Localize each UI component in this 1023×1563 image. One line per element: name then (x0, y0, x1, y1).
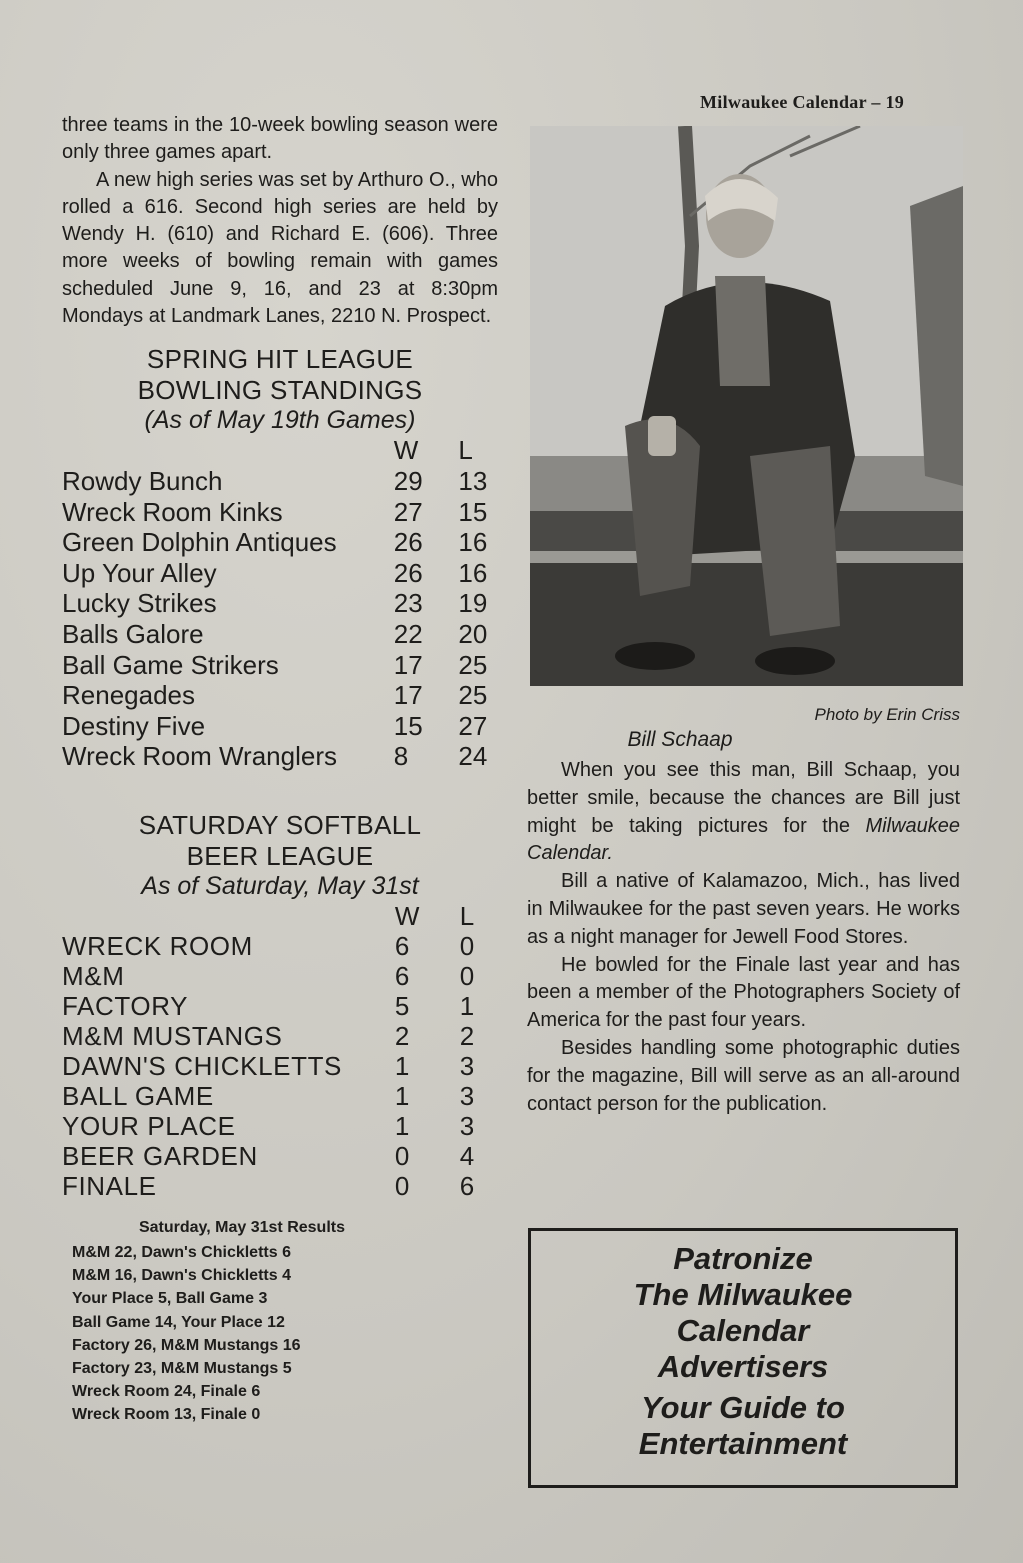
list-item: Factory 23, M&M Mustangs 5 (72, 1359, 292, 1377)
team-name: Green Dolphin Antiques (62, 527, 337, 558)
ad-line-2: The Milwaukee (633, 1277, 853, 1312)
table-row (62, 1141, 498, 1171)
team-name: Lucky Strikes (62, 588, 217, 619)
table-row (62, 680, 498, 711)
wins: 8 (393, 741, 409, 772)
table-row (62, 961, 498, 991)
wins: 1 (394, 1050, 410, 1081)
losses: 24 (458, 741, 488, 772)
losses-header: L (458, 435, 473, 466)
team-name: Rowdy Bunch (62, 465, 223, 496)
losses: 0 (459, 930, 475, 961)
team-name: Up Your Alley (62, 557, 217, 588)
list-item: Wreck Room 24, Finale 6 (72, 1383, 261, 1401)
list-item: Your Place 5, Ball Game 3 (72, 1290, 268, 1308)
intro-paragraph-1: three teams in the 10-week bowling season were only three games apart. (62, 114, 498, 164)
wins: 26 (393, 557, 423, 588)
wins: 22 (393, 618, 423, 649)
table-row (62, 588, 498, 619)
table-row (62, 711, 498, 742)
left-column (62, 112, 498, 1427)
table-header-row (62, 901, 498, 931)
profile-paragraph-1 (527, 757, 960, 868)
losses: 16 (458, 527, 488, 558)
softball-title-line2: BEER LEAGUE (186, 840, 374, 871)
table-row (62, 558, 498, 589)
losses: 19 (458, 588, 488, 619)
results-title: Saturday, May 31st Results (138, 1218, 345, 1236)
photo-illustration (530, 126, 963, 686)
table-row (62, 1021, 498, 1051)
bowling-title-line2: BOWLING STANDINGS (137, 375, 423, 406)
wins: 15 (393, 710, 423, 741)
wins: 2 (394, 1020, 410, 1051)
table-row (62, 931, 498, 961)
wins: 5 (394, 990, 410, 1021)
table-row (62, 741, 498, 772)
wins: 17 (393, 680, 423, 711)
table-header-row (62, 435, 498, 466)
losses: 13 (458, 465, 488, 496)
list-item: M&M 22, Dawn's Chickletts 6 (72, 1243, 291, 1261)
table-row (62, 1081, 498, 1111)
losses: 25 (458, 680, 488, 711)
wins-header: W (393, 435, 419, 466)
team-name: M&M MUSTANGS (62, 1020, 283, 1051)
wins: 1 (394, 1110, 410, 1141)
table-row (62, 619, 498, 650)
losses-header: L (459, 900, 475, 931)
losses: 2 (459, 1020, 475, 1051)
profile-paragraph-1-text: When you see this man, Bill Schaap, you better smile, because the chances are Bill just might be taking pictures for the (527, 759, 960, 837)
team-name: Wreck Room Kinks (62, 496, 283, 527)
results-list (62, 1241, 498, 1427)
losses: 3 (459, 1050, 475, 1081)
table-row (62, 991, 498, 1021)
wins: 17 (393, 649, 423, 680)
losses: 4 (459, 1140, 475, 1171)
wins: 27 (393, 496, 423, 527)
losses: 3 (459, 1110, 475, 1141)
bowling-subtitle: (As of May 19th Games) (144, 406, 416, 435)
team-name: BALL GAME (62, 1080, 214, 1111)
team-name: DAWN'S CHICKLETTS (62, 1050, 343, 1081)
team-name: Renegades (62, 680, 195, 711)
team-name: Balls Galore (62, 618, 204, 649)
photo-caption: Bill Schaap (627, 728, 733, 751)
table-row (62, 497, 498, 528)
team-name: BEER GARDEN (62, 1140, 258, 1171)
advertisement-box (528, 1228, 958, 1488)
team-name: Wreck Room Wranglers (62, 741, 337, 772)
photo-credit: Photo by Erin Criss (814, 705, 960, 724)
softball-subtitle: As of Saturday, May 31st (141, 871, 419, 900)
team-name: Destiny Five (62, 710, 206, 741)
list-item: Wreck Room 13, Finale 0 (72, 1406, 261, 1424)
losses: 3 (459, 1080, 475, 1111)
losses: 25 (458, 649, 488, 680)
ad-line-6: Entertainment (638, 1426, 848, 1461)
running-head: Milwaukee Calendar – 19 (700, 92, 905, 112)
softball-title-line1: SATURDAY SOFTBALL (138, 809, 422, 840)
profile-photo (530, 126, 963, 686)
team-name: FACTORY (62, 990, 189, 1021)
table-row (62, 527, 498, 558)
profile-paragraph-3: He bowled for the Finale last year and has been a member of the Photographers Society of America for the past four years. (527, 953, 960, 1032)
intro-paragraph-2: A new high series was set by Arthuro O., who rolled a 616. Second high series are held by Wendy H. (610) and Richard E. (606). Three more weeks of bowling remain with games scheduled June 9, 16, and 23 at 8:30pm Mondays at Landmark Lanes, 2210 N. Prospect. (62, 168, 498, 328)
softball-standings-table (62, 901, 498, 1201)
ad-line-5: Your Guide to (641, 1390, 845, 1425)
losses: 15 (458, 496, 488, 527)
profile-article (527, 757, 960, 1118)
wins: 29 (393, 465, 423, 496)
losses: 20 (458, 618, 488, 649)
ad-line-3: Calendar (676, 1313, 810, 1348)
team-name: M&M (62, 960, 125, 991)
list-item: M&M 16, Dawn's Chickletts 4 (72, 1267, 291, 1285)
wins: 26 (393, 527, 423, 558)
losses: 1 (459, 990, 475, 1021)
wins: 1 (394, 1080, 410, 1111)
team-name: FINALE (62, 1170, 157, 1201)
team-name: YOUR PLACE (62, 1110, 236, 1141)
team-name: Ball Game Strikers (62, 649, 279, 680)
table-row (62, 466, 498, 497)
wins: 0 (394, 1170, 410, 1201)
table-row (62, 1111, 498, 1141)
losses: 27 (458, 710, 488, 741)
profile-paragraph-4: Besides handling some photographic duties for the magazine, Bill will serve as an all-around contact person for the publication. (527, 1036, 960, 1115)
losses: 16 (458, 557, 488, 588)
ad-line-1: Patronize (673, 1241, 813, 1276)
publication-name: Milwaukee Calendar. (527, 814, 960, 865)
profile-paragraph-2: Bill a native of Kalamazoo, Mich., has lived in Milwaukee for the past seven years. He works as a night manager for Jewell Food Stores. (527, 870, 960, 948)
losses: 6 (459, 1170, 475, 1201)
losses: 0 (459, 960, 475, 991)
wins: 6 (394, 930, 410, 961)
table-row (62, 650, 498, 681)
list-item: Factory 26, M&M Mustangs 16 (72, 1336, 301, 1354)
table-row (62, 1171, 498, 1201)
bowling-title-line1: SPRING HIT LEAGUE (146, 344, 414, 375)
wins-header: W (394, 900, 421, 931)
table-row (62, 1051, 498, 1081)
bowling-standings-table (62, 435, 498, 772)
wins: 0 (394, 1140, 410, 1171)
team-name: WRECK ROOM (62, 930, 253, 961)
list-item: Ball Game 14, Your Place 12 (72, 1313, 285, 1331)
wins: 23 (393, 588, 423, 619)
ad-line-4: Advertisers (657, 1349, 829, 1384)
wins: 6 (394, 960, 410, 991)
